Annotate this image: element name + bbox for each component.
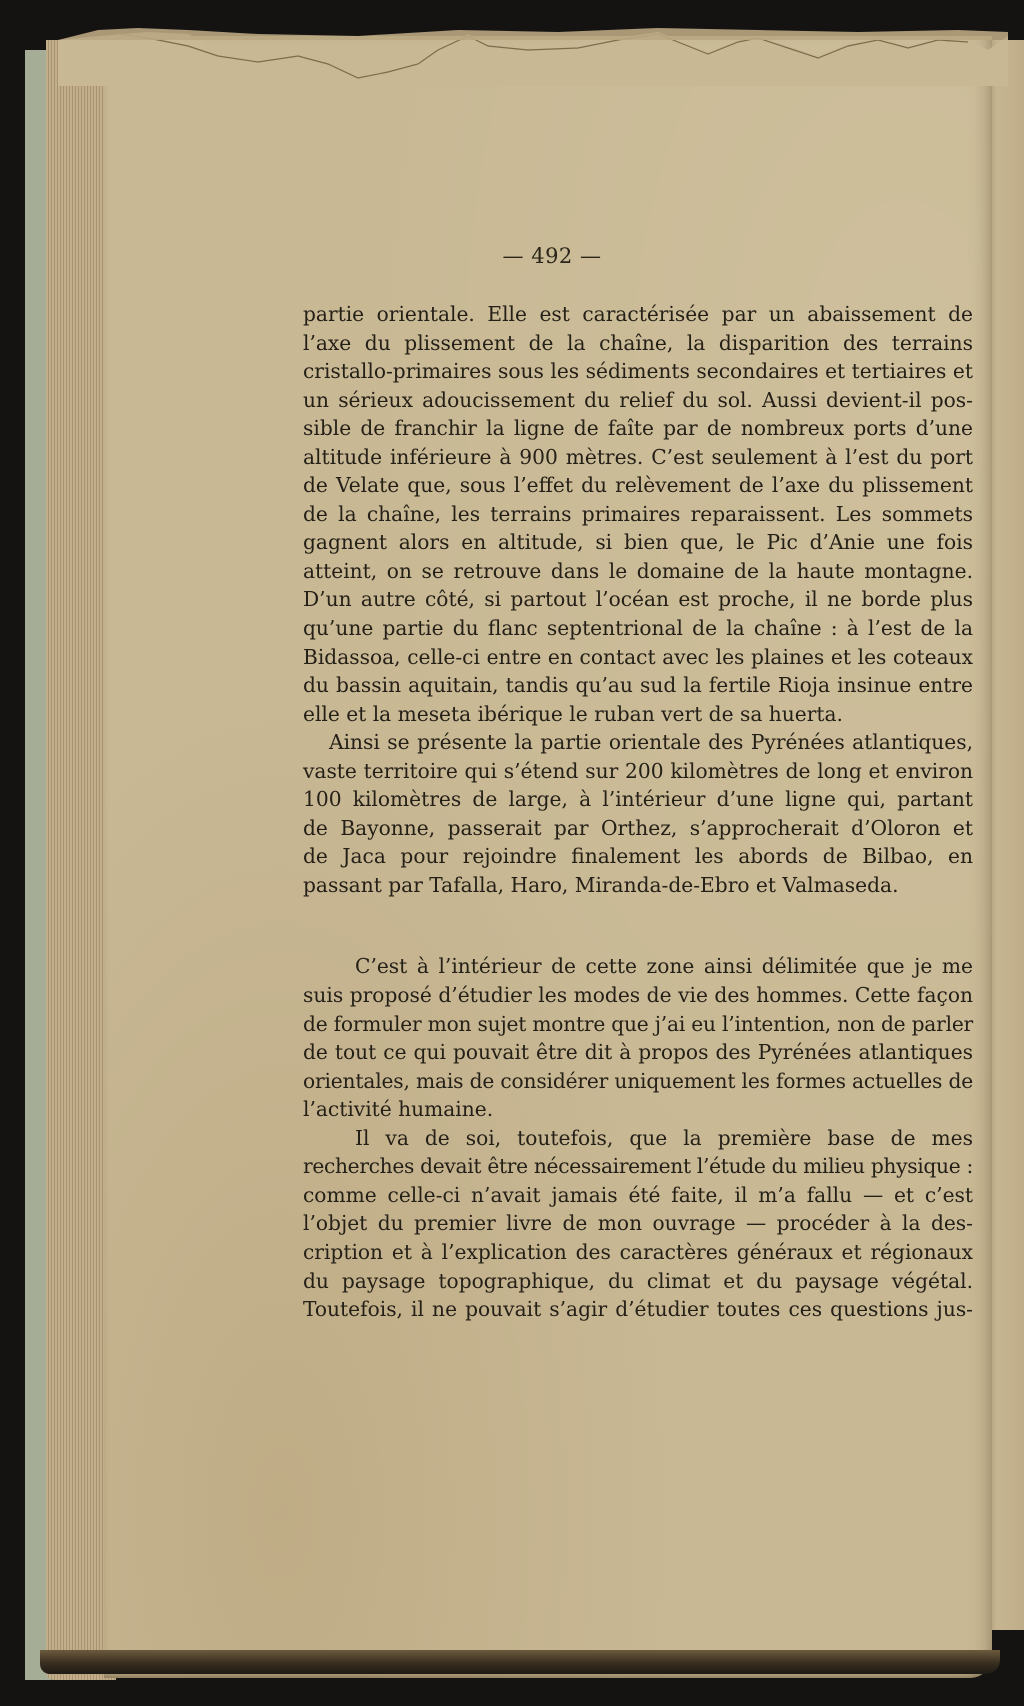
- text-line: cristallo-primaires sous les sédiments secondaires et tertiaires et: [303, 359, 973, 384]
- text-line: sible de franchir la ligne de faîte par de nombreux ports d’une: [303, 416, 973, 441]
- text-line: de Bayonne, passerait par Orthez, s’approcherait d’Oloron et: [303, 815, 973, 840]
- text-line: C’est à l’intérieur de cette zone ainsi délimitée que je me: [355, 954, 973, 979]
- text-line: de Jaca pour rejoindre finalement les abords de Bilbao, en: [303, 844, 973, 869]
- text-line: orientales, mais de considérer uniquement les formes actuelles de: [303, 1068, 973, 1093]
- text-line: 100 kilomètres de large, à l’intérieur d’une ligne qui, partant: [303, 787, 973, 812]
- text-line: de tout ce qui pouvait être dit à propos des Pyrénées atlantiques: [303, 1040, 973, 1065]
- page-bottom-edge: [40, 1650, 1000, 1674]
- text-line: l’activité humaine.: [303, 1097, 494, 1122]
- text-line: vaste territoire qui s’étend sur 200 kilomètres de long et environ: [303, 758, 973, 783]
- text-line: passant par Tafalla, Haro, Miranda-de-Ebro et Valmaseda.: [303, 872, 899, 897]
- text-line: Bidassoa, celle-ci entre en contact avec les plaines et les coteaux: [303, 644, 973, 669]
- text-line: Il va de soi, toutefois, que la première base de mes: [355, 1125, 973, 1150]
- text-line: de formuler mon sujet montre que j’ai eu l’intention, non de parler: [303, 1011, 973, 1036]
- section-gap: [303, 899, 973, 952]
- text-line: du bassin aquitain, tandis qu’au sud la fertile Rioja insinue entre: [303, 673, 973, 698]
- paragraph: [303, 728, 973, 899]
- text-line: altitude inférieure à 900 mètres. C’est seulement à l’est du port: [303, 444, 973, 469]
- text-line: du paysage topographique, du climat et du paysage végétal.: [303, 1268, 973, 1293]
- text-line: un sérieux adoucissement du relief du sol. Aussi devient-il pos-: [303, 387, 973, 412]
- text-line: suis proposé d’étudier les modes de vie des hommes. Cette façon: [303, 983, 973, 1008]
- body-text: [303, 300, 973, 1324]
- page-number: — 492 —: [502, 244, 602, 268]
- text-line: l’axe du plissement de la chaîne, la disparition des terrains: [303, 330, 973, 355]
- text-line: de Velate que, sous l’effet du relèvement de l’axe du plissement: [303, 473, 973, 498]
- text-line: partie orientale. Elle est caractérisée par un abaissement de: [303, 302, 973, 326]
- text-line: gagnent alors en altitude, si bien que, le Pic d’Anie une fois: [303, 530, 973, 555]
- text-line: cription et à l’explication des caractères généraux et régionaux: [303, 1239, 973, 1264]
- paragraph: [303, 1124, 973, 1324]
- torn-top-edge: [58, 26, 1008, 86]
- text-line: l’objet du premier livre de mon ouvrage — procéder à la des-: [303, 1211, 973, 1236]
- text-line: Ainsi se présente la partie orientale des Pyrénées atlantiques,: [329, 730, 973, 755]
- text-line: recherches devait être nécessairement l’étude du milieu physique :: [303, 1154, 973, 1179]
- text-line: comme celle-ci n’avait jamais été faite, il m’a fallu — et c’est: [303, 1182, 973, 1207]
- text-line: de la chaîne, les terrains primaires reparaissent. Les sommets: [303, 501, 973, 526]
- paragraph: [303, 952, 973, 1123]
- text-line: elle et la meseta ibérique le ruban vert de sa huerta.: [303, 701, 843, 726]
- text-line: atteint, on se retrouve dans le domaine de la haute montagne.: [303, 558, 973, 583]
- paragraph: [303, 300, 973, 728]
- text-line: Toutefois, il ne pouvait s’agir d’étudier toutes ces questions jus-: [303, 1297, 973, 1322]
- text-line: D’un autre côté, si partout l’océan est proche, il ne borde plus: [303, 587, 973, 612]
- text-line: qu’une partie du flanc septentrional de la chaîne : à l’est de la: [303, 616, 973, 641]
